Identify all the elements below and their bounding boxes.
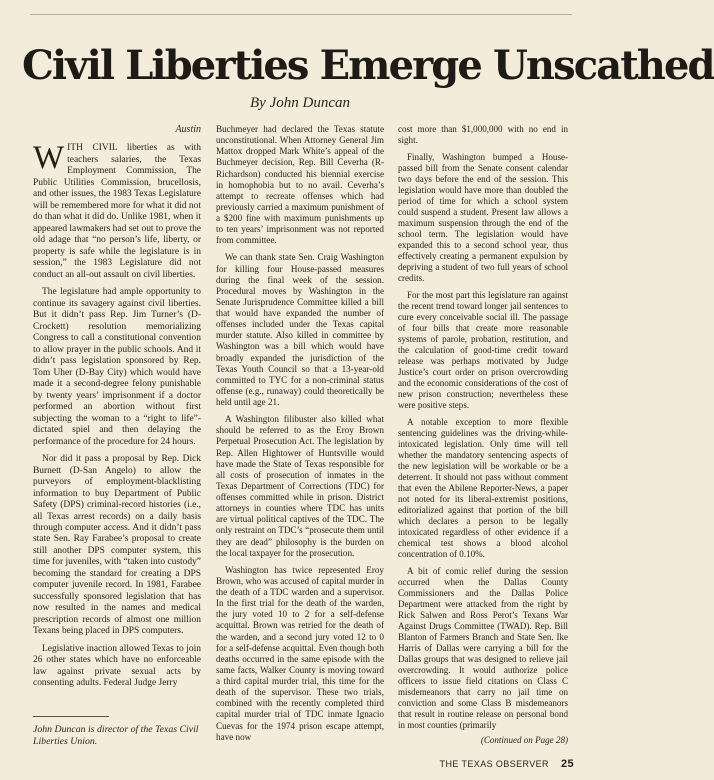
paragraph: Nor did it pass a proposal by Rep. Dick Burnett (D-San Angelo) to allow the purveyors of employment-blacklisting information to buy Department of Public Safety (DPS) criminal-record histories (i.e., all Texas arrest records) on a daily basis through computer access. And it didn’t pass state Sen. Ray Farabee’s proposal to create still another DPS computer system, this time for juveniles, with “taken into custody” becoming the standard for creating a DPS computer juvenile record. In 1981, Farabee successfully sponsored legislation that has now resulted in the names and medical prescription records of almost one million Texans being placed in DPS computers. bbox=[33, 454, 201, 637]
publication-name: THE TEXAS OBSERVER bbox=[439, 759, 549, 769]
lead-body: teachers salaries, the Texas Employment Commission, The Public Utilities Commission, brucellosis, and other issues, the 1983 Texas Legislature will be remembered more for what it did not do than what it did do. Unlike 1981, when it appeared lawmakers had set out to prove the old adage that “no person’s life, liberty, or property is safe while the legislature is in session,” the 1983 Legislature did not conduct an all-out assault on civil liberties. bbox=[33, 154, 201, 280]
top-rule bbox=[30, 14, 572, 15]
author-rule bbox=[33, 716, 109, 717]
paragraph: A notable exception to more flexible sentencing guidelines was the driving-while-intoxicated legislation. Only time will tell whether the mandatory sentencing aspects of the new legislation will be workable or be a deterrent. It should not pass without comment that even the Abilene Reporter-News, a paper not noted for its liberal-extremist positions, editorialized against that portion of the bill which declares a person to be legally intoxicated regardless of other evidence if a chemical test shows a blood alcohol concentration of 0.10%. bbox=[398, 417, 568, 559]
author-note: John Duncan is director of the Texas Civil Liberties Union. bbox=[33, 724, 199, 747]
paragraph: A bit of comic relief during the session occurred when the Dallas County Commissioners and the Dallas Police Department were attacked from the right by Rick Salwen and Ross Perot’s Texans War Against Drugs Committee (TWAD). Rep. Bill Blanton of Farmers Branch and State Sen. Ike Harris of Dallas were carrying a bill for the Dallas groups that was designed to relieve jail overcrowding. It would authorize police officers to issue field citations on Class C misdemeanors that carry no jail time on conviction and some Class B misdemeanors that result in routine release on personal bond in most counties (primarily bbox=[398, 566, 568, 730]
page-number: 25 bbox=[560, 758, 574, 770]
paragraph: cost more than $1,000,000 with no end in sight. bbox=[398, 124, 568, 145]
column-3 bbox=[398, 124, 568, 746]
page-footer bbox=[440, 758, 574, 770]
paragraph: We can thank state Sen. Craig Washington for killing four House-passed measures during the final week of the session. Procedural moves by Washington in the Senate Jurisprudence Committee killed a bill that would have expanded the number of offenses included under the Texas capital murder statute. Also killed in committee by Washington was a bill which would have broadly expanded the jurisdiction of the Texas Youth Council so that a 13-year-old committed to TYC for a non-criminal status offense (e.g., runaway) could theoretically be held until age 21. bbox=[216, 252, 384, 407]
paragraph: Legislative inaction allowed Texas to join 26 other states which have no enforceable law against private sexual acts by consenting adults. Federal Judge Jerry bbox=[33, 643, 201, 689]
paragraph: Buchmeyer had declared the Texas statute unconstitutional. When Attorney General Jim Mattox dropped Mark White’s appeal of the Buchmeyer decision, Rep. Bill Ceverha (R-Richardson) conducted his biennial exercise in homophobia but to no avail. Ceverha’s attempt to recreate offenses which had previously carried a maximum punishment of a $200 fine with maximum punishments up to ten years’ imprisonment was not reported from committee. bbox=[216, 124, 384, 246]
continued-note: (Continued on Page 28) bbox=[480, 735, 568, 745]
headline: Civil Liberties Emerge Unscathed bbox=[22, 42, 714, 89]
paragraph: For the most part this legislature ran against the recent trend toward longer jail sentences to cure every conceivable social ill. The passage of four bills that create more reasonable systems of parole, probation, restitution, and the calculation of good-time credit toward release was perhaps motivated by Judge Justice’s court order on prison overcrowding and the economic considerations of the cost of new prison construction; nevertheless these were positive steps. bbox=[398, 290, 568, 410]
lead-paragraph bbox=[33, 140, 201, 281]
column-1 bbox=[33, 124, 201, 696]
column-2 bbox=[216, 124, 384, 749]
lead-opening: WITH CIVIL liberties as with bbox=[33, 140, 201, 177]
byline: By John Duncan bbox=[250, 95, 350, 111]
paragraph: Finally, Washington bumped a House-passed bill from the Senate consent calendar two days before the end of the session. This legislation would have more than doubled the period of time for which a school system could suspend a student. Present law allows a maximum suspension through the end of the school term. The legislation would have expanded this to a second school year, thus effectively creating a permanent expulsion by depriving a student of two full years of school credits. bbox=[398, 152, 568, 283]
paragraph: Washington has twice represented Eroy Brown, who was accused of capital murder in the death of a TDC warden and a supervisor. In the first trial for the death of the warden, the jury voted 10 to 2 for a self-defense acquittal. Brown was retried for the death of the warden, and a second jury voted 12 to 0 for a self-defense acquittal. Even though both deaths occurred in the same episode with the same facts, Walker County is moving toward a third capital murder trial, this time for the death of the supervisor. These two trials, combined with the recently completed third capital murder trial of TDC inmate Ignacio Cuevas for the 1974 prison escape attempt, have now bbox=[216, 564, 384, 742]
dateline: Austin bbox=[175, 124, 201, 135]
paragraph: The legislature had ample opportunity to continue its savagery against civil liberties. But it didn’t pass Rep. Jim Turner’s (D-Crockett) resolution memorializing Congress to call a constitutional convention to allow prayer in the public schools. And it didn’t pass legislation sponsored by Rep. Tom Uher (D-Bay City) which would have made it a second-degree felony punishable by twenty years’ imprisonment if a doctor performed an abortion without first subjecting the woman to a “right to life”-dictated spiel and then delaying the performance of the procedure for 24 hours. bbox=[33, 287, 201, 447]
paragraph: A Washington filibuster also killed what should be referred to as the Eroy Brown Perpetual Prosecution Act. The legislation by Rep. Allen Hightower of Huntsville would have made the State of Texas responsible for all costs of prosecution of inmates in the Texas Department of Corrections (TDC) for offenses committed while in prison. District attorneys in counties where TDC has units are virtual political captives of the TDC. The only restraint on TDC’s “prosecute them until they are dead” philosophy is the burden on the local taxpayer for the prosecution. bbox=[216, 414, 384, 558]
